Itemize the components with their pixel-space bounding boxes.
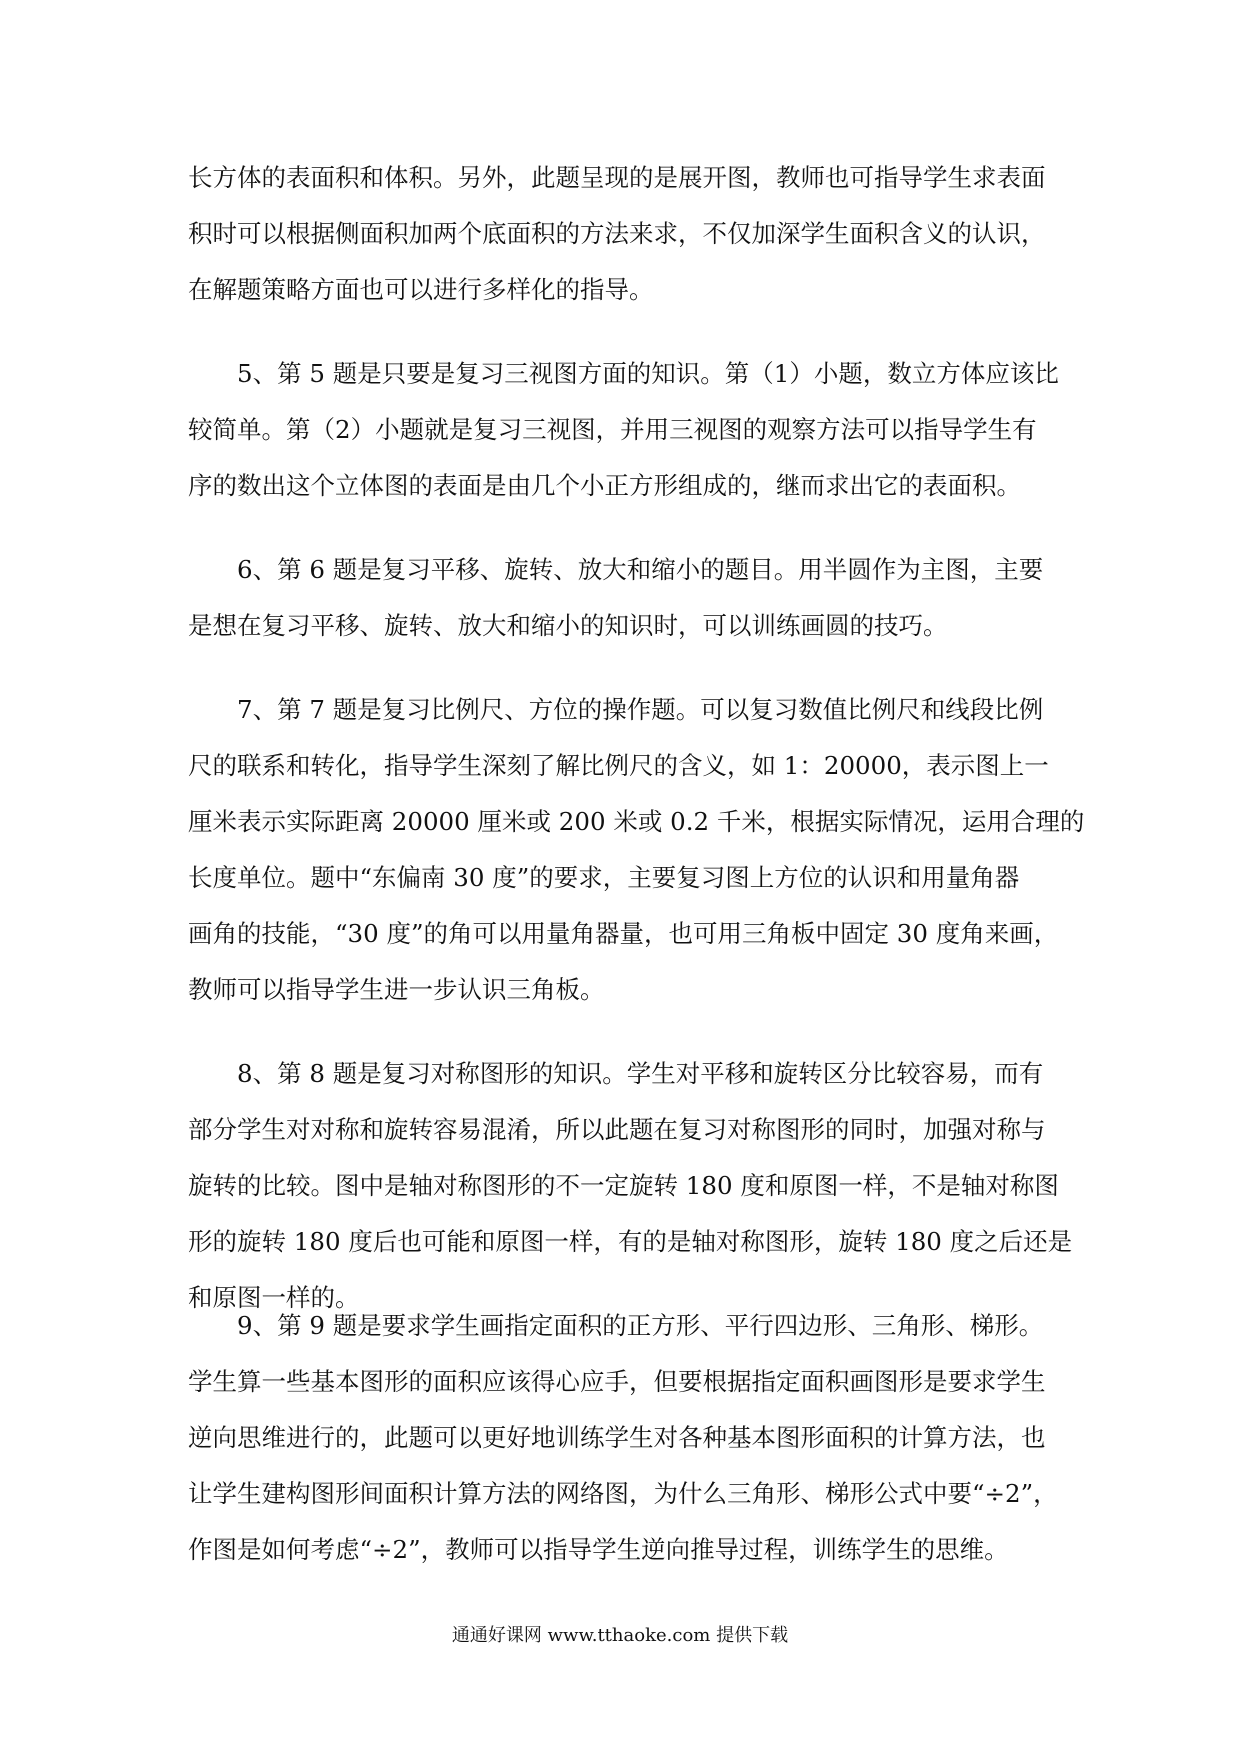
page-footer: 通通好课网 www.tthaoke.com 提供下载 bbox=[451, 1625, 789, 1646]
text-line: 是想在复习平移、旋转、放大和缩小的知识时，可以训练画圆的技巧。 bbox=[188, 611, 948, 640]
text-line: 旋转的比较。图中是轴对称图形的不一定旋转 180 度和原图一样，不是轴对称图 bbox=[188, 1171, 1059, 1200]
text-line: 5、第 5 题是只要是复习三视图方面的知识。第（1）小题，数立方体应该比 bbox=[188, 359, 1059, 388]
text-line: 8、第 8 题是复习对称图形的知识。学生对平移和旋转区分比较容易，而有 bbox=[188, 1059, 1044, 1088]
text-line: 较简单。第（2）小题就是复习三视图，并用三视图的观察方法可以指导学生有 bbox=[188, 415, 1037, 444]
text-line: 让学生建构图形间面积计算方法的网络图，为什么三角形、梯形公式中要“÷2”， bbox=[188, 1479, 1058, 1508]
text-line: 逆向思维进行的，此题可以更好地训练学生对各种基本图形面积的计算方法，也 bbox=[188, 1423, 1046, 1452]
text-line: 9、第 9 题是要求学生画指定面积的正方形、平行四边形、三角形、梯形。 bbox=[188, 1311, 1044, 1340]
text-line: 在解题策略方面也可以进行多样化的指导。 bbox=[188, 275, 654, 304]
text-line: 厘米表示实际距离 20000 厘米或 200 米或 0.2 千米，根据实际情况，运用合理的 bbox=[188, 807, 1085, 836]
text-line: 长方体的表面积和体积。另外，此题呈现的是展开图，教师也可指导学生求表面 bbox=[188, 163, 1046, 192]
paragraph-question-8 bbox=[188, 1046, 1073, 1326]
paragraph-surface-area bbox=[188, 150, 1058, 318]
text-line: 积时可以根据侧面积加两个底面积的方法来求，不仅加深学生面积含义的认识， bbox=[188, 219, 1046, 248]
paragraph-question-7 bbox=[188, 682, 1085, 1018]
text-line: 序的数出这个立体图的表面是由几个小正方形组成的，继而求出它的表面积。 bbox=[188, 471, 1021, 500]
paragraph-question-5 bbox=[188, 346, 1058, 514]
text-line: 长度单位。题中“东偏南 30 度”的要求，主要复习图上方位的认识和用量角器 bbox=[188, 863, 1020, 892]
text-line: 尺的联系和转化，指导学生深刻了解比例尺的含义，如 1：20000，表示图上一 bbox=[188, 751, 1049, 780]
text-line: 学生算一些基本图形的面积应该得心应手，但要根据指定面积画图形是要求学生 bbox=[188, 1367, 1046, 1396]
text-line: 6、第 6 题是复习平移、旋转、放大和缩小的题目。用半圆作为主图，主要 bbox=[188, 555, 1044, 584]
text-line: 7、第 7 题是复习比例尺、方位的操作题。可以复习数值比例尺和线段比例 bbox=[188, 695, 1044, 724]
paragraph-question-9 bbox=[188, 1298, 1058, 1578]
text-line: 形的旋转 180 度后也可能和原图一样，有的是轴对称图形，旋转 180 度之后还是 bbox=[188, 1227, 1073, 1256]
text-line: 部分学生对对称和旋转容易混淆，所以此题在复习对称图形的同时，加强对称与 bbox=[188, 1115, 1046, 1144]
text-line: 教师可以指导学生进一步认识三角板。 bbox=[188, 975, 605, 1004]
paragraph-question-6 bbox=[188, 542, 1058, 654]
text-line: 作图是如何考虑“÷2”，教师可以指导学生逆向推导过程，训练学生的思维。 bbox=[188, 1535, 1009, 1564]
text-line: 画角的技能，“30 度”的角可以用量角器量，也可用三角板中固定 30 度角来画， bbox=[188, 919, 1059, 948]
text-line: 和原图一样的。 bbox=[188, 1283, 360, 1312]
